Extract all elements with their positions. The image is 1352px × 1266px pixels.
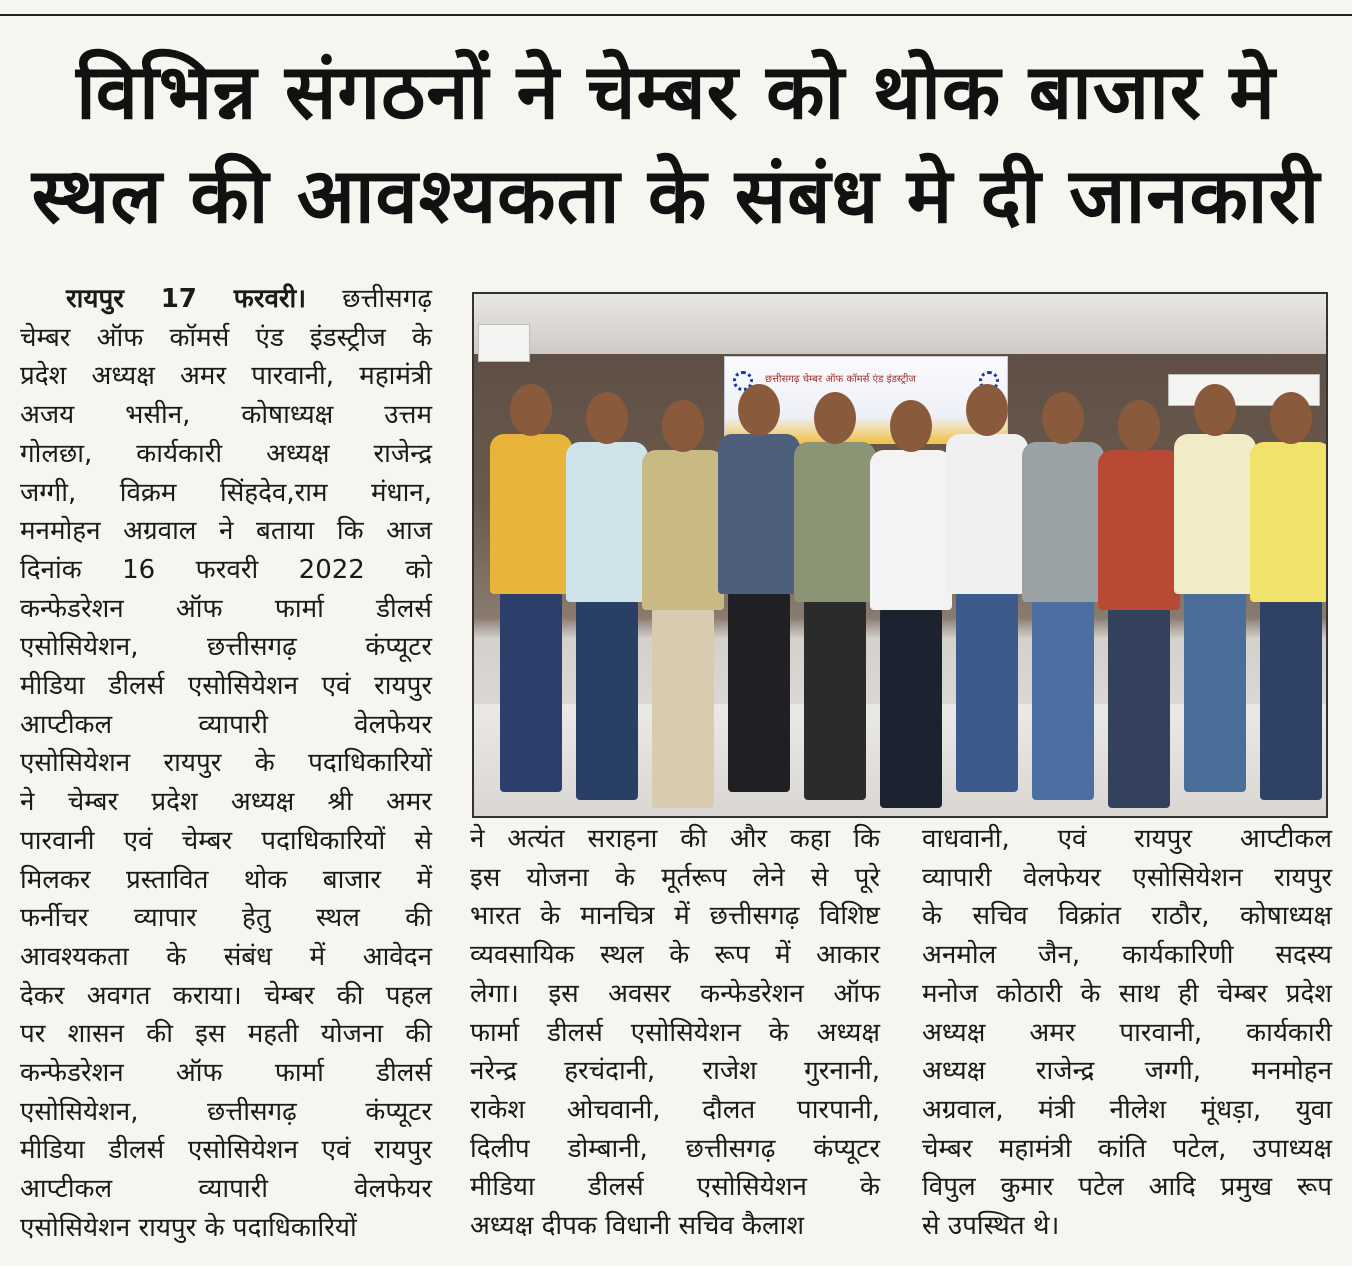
column-1-line: एसोसियेशन रायपुर के पदाधिकारियों [20, 1212, 357, 1243]
person-head [662, 400, 704, 452]
group-photo [472, 292, 1328, 818]
column-2-line: अध्यक्ष दीपक विधानी सचिव कैलाश [470, 1211, 805, 1242]
headline-line-2: स्थल की आवश्यकता के संबंध मे दी जानकारी [31, 151, 1321, 240]
column-1-text [20, 319, 432, 1248]
person-pants [1260, 600, 1322, 800]
column-1-line: कन्फेडरेशन ऑफ फार्मा डीलर्स [20, 593, 432, 624]
person-pants [1108, 608, 1170, 808]
person-pants [804, 600, 866, 800]
column-3-line: से उपस्थित थे। [922, 1211, 1060, 1242]
column-2-line: मीडिया डीलर्स एसोसियेशन के [470, 1172, 880, 1203]
column-1-line: गोलछा, कार्यकारी अध्यक्ष राजेन्द्र [20, 438, 432, 469]
column-2-line: व्यवसायिक स्थल के रूप में आकार [470, 940, 880, 971]
person-pants [728, 592, 790, 792]
column-2-line: राकेश ओचवानी, दौलत पारपानी, [470, 1094, 880, 1125]
column-3-line: अध्यक्ष अमर पारवानी, कार्यकारी [922, 1017, 1332, 1048]
air-conditioner-left [478, 324, 530, 362]
banner-text: छत्तीसगढ़ चेम्बर ऑफ कॉमर्स एंड इंडस्ट्रीज [765, 374, 916, 385]
column-2-line: भारत के मानचित्र में छत्तीसगढ़ विशिष्ट [470, 901, 880, 932]
person-head [890, 400, 932, 452]
column-1-line: दिनांक 16 फरवरी 2022 को [20, 554, 432, 585]
column-1-line: एसोसियेशन, छत्तीसगढ़ कंप्यूटर [20, 632, 432, 663]
person-head [1270, 392, 1312, 444]
column-1-line: मनमोहन अग्रवाल ने बताया कि आज [20, 516, 432, 547]
ceiling [474, 294, 1326, 354]
person-pants [956, 592, 1018, 792]
column-3-line: के सचिव विक्रांत राठौर, कोषाध्यक्ष [922, 901, 1332, 932]
column-2-line: दिलीप डोम्बानी, छत्तीसगढ़ कंप्यूटर [470, 1133, 880, 1164]
column-1-line: मीडिया डीलर्स एसोसियेशन एवं रायपुर [20, 1135, 432, 1166]
person-pants [500, 592, 562, 792]
person-pants [1184, 592, 1246, 792]
headline-line-1: विभिन्न संगठनों ने चेम्बर को थोक बाजार मे [76, 47, 1276, 136]
column-1-line: अजय भसीन, कोषाध्यक्ष उत्तम [20, 400, 432, 431]
article-column-2 [470, 820, 880, 1246]
column-1-line: देकर अवगत कराया। चेम्बर की पहल [20, 980, 432, 1011]
person-pants [652, 608, 714, 808]
first-line-rest: छत्तीसगढ़ [342, 284, 433, 314]
column-1-line: ने चेम्बर प्रदेश अध्यक्ष श्री अमर [20, 787, 432, 818]
column-3-line: अध्यक्ष राजेन्द्र जग्गी, मनमोहन [922, 1056, 1332, 1087]
column-1-line: कन्फेडरेशन ऑफ फार्मा डीलर्स [20, 1058, 432, 1089]
person [1244, 392, 1328, 818]
person-pants [576, 600, 638, 800]
column-3-line: चेम्बर महामंत्री कांति पटेल, उपाध्यक्ष [922, 1133, 1332, 1164]
column-1-line: मिलकर प्रस्तावित थोक बाजार में [20, 864, 432, 895]
column-1-line: आप्टीकल व्यापारी वेलफेयर [20, 1174, 432, 1205]
headline [20, 40, 1332, 248]
person-head [1118, 400, 1160, 452]
article-column-1 [20, 280, 432, 1248]
person-pants [1032, 600, 1094, 800]
column-1-line: मीडिया डीलर्स एसोसियेशन एवं रायपुर [20, 671, 432, 702]
column-1-line: एसोसियेशन रायपुर के पदाधिकारियों [20, 748, 432, 779]
top-rule [0, 14, 1352, 16]
column-3-line: अनमोल जैन, कार्यकारिणी सदस्य [922, 940, 1332, 971]
article-column-3 [922, 820, 1332, 1246]
column-3-text [922, 820, 1332, 1246]
person-head [814, 392, 856, 444]
column-1-line: जग्गी, विक्रम सिंहदेव,राम मंधान, [20, 477, 432, 508]
column-3-line: अग्रवाल, मंत्री नीलेश मूंधड़ा, युवा [922, 1094, 1332, 1125]
column-1-line: आवश्यकता के संबंध में आवेदन [20, 941, 432, 972]
person-head [738, 384, 780, 436]
column-2-line: फार्मा डीलर्स एसोसियेशन के अध्यक्ष [470, 1017, 880, 1048]
column-1-line: आप्टीकल व्यापारी वेलफेयर [20, 709, 432, 740]
column-3-line: व्यापारी वेलफेयर एसोसियेशन रायपुर [922, 862, 1332, 893]
column-1-line: प्रदेश अध्यक्ष अमर पारवानी, महामंत्री [20, 361, 432, 392]
person-head [510, 384, 552, 436]
column-2-line: लेगा। इस अवसर कन्फेडरेशन ऑफ [470, 978, 880, 1009]
column-1-line: चेम्बर ऑफ कॉमर्स एंड इंडस्ट्रीज के [20, 322, 432, 353]
column-1-line: पारवानी एवं चेम्बर पदाधिकारियों से [20, 825, 432, 856]
person-head [1194, 384, 1236, 436]
person-shirt [1250, 442, 1328, 602]
column-2-text [470, 820, 880, 1246]
column-3-line: विपुल कुमार पटेल आदि प्रमुख रूप [922, 1172, 1332, 1203]
column-1-line: एसोसियेशन, छत्तीसगढ़ कंप्यूटर [20, 1096, 432, 1127]
column-2-line: ने अत्यंत सराहना की और कहा कि [470, 824, 880, 854]
person-head [586, 392, 628, 444]
person-head [966, 384, 1008, 436]
person-head [1042, 392, 1084, 444]
person-pants [880, 608, 942, 808]
first-line [20, 280, 432, 319]
column-3-line: वाधवानी, एवं रायपुर आप्टीकल [922, 824, 1332, 854]
dateline: रायपुर 17 फरवरी। [66, 284, 307, 314]
column-2-line: इस योजना के मूर्तरूप लेने से पूरे [470, 862, 880, 893]
column-1-line: फर्नीचर व्यापार हेतु स्थल की [20, 903, 432, 934]
column-2-line: नरेन्द्र हरचंदानी, राजेश गुरनानी, [470, 1056, 880, 1087]
column-1-line: पर शासन की इस महती योजना की [20, 1019, 432, 1050]
column-3-line: मनोज कोठारी के साथ ही चेम्बर प्रदेश [922, 978, 1332, 1009]
